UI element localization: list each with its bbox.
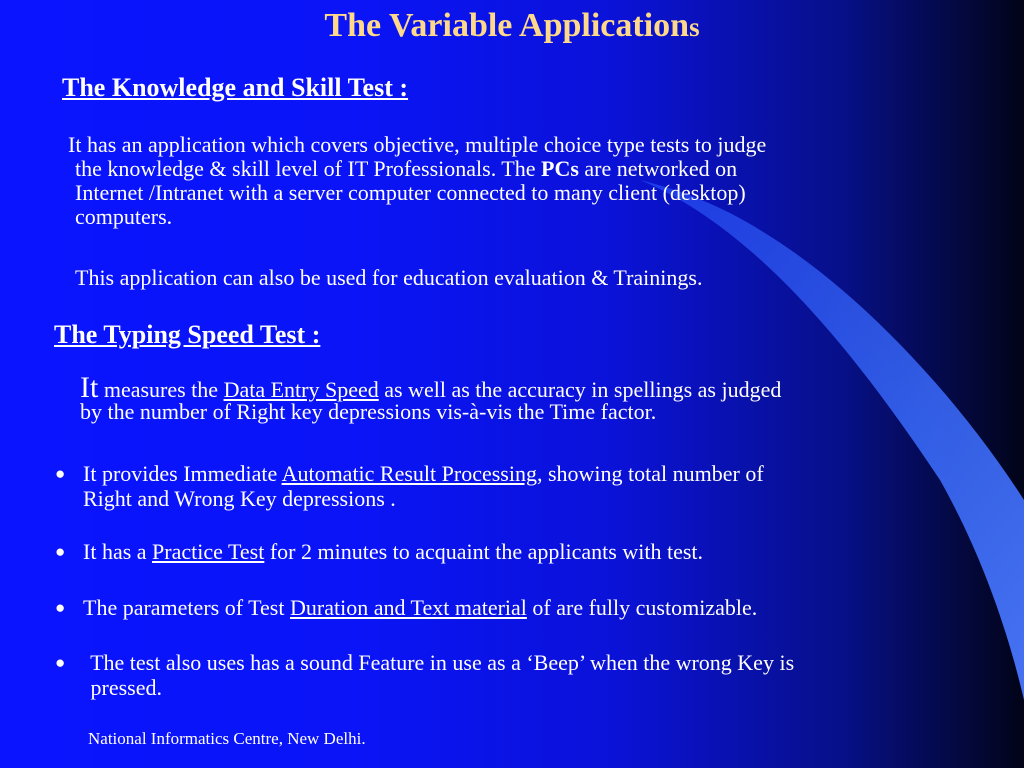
bullet4-line1: The test also uses has a sound Feature in use as a ‘Beep’ when the wrong Key is [85, 650, 795, 675]
typing-speed-paragraph [80, 371, 1010, 424]
education-paragraph: This application can also be used for education evaluation & Trainings. [75, 265, 703, 290]
bullet3-post: of are fully customizable. [526, 595, 758, 620]
bullet-dot-icon: ● [55, 653, 66, 672]
footer-text: National Informatics Centre, New Delhi. [88, 729, 366, 748]
pcs-bold-text: PCs [541, 156, 579, 181]
bullet1-pre: It provides Immediate [83, 461, 282, 486]
duration-text-material-text: Duration and Text material [289, 595, 527, 620]
automatic-result-processing-text: Automatic Result Processing [281, 461, 537, 486]
bullet-text [85, 650, 794, 700]
knowledge-skill-paragraph [66, 133, 1006, 229]
para1-line2-end: are networked on [578, 156, 738, 181]
bullet-dot-icon: ● [55, 464, 66, 483]
bullet-text [83, 595, 757, 620]
bullet-text [83, 461, 764, 511]
typing-para-text1: measures the [98, 377, 224, 402]
bullet-item-auto-result [55, 461, 1005, 513]
bullet-dot-icon: ● [55, 598, 66, 617]
bullet-item-beep [55, 650, 1015, 702]
bullet-item-practice-test [55, 539, 1005, 567]
slide-title [0, 6, 1024, 47]
para1-line2-start: the knowledge & skill level of IT Professionals. The [75, 156, 541, 181]
bullet-item-parameters [55, 595, 1005, 623]
bullet2-pre: It has a [83, 539, 153, 564]
bullet1-line2: Right and Wrong Key depressions . [83, 486, 396, 511]
bullet2-post: for 2 minutes to acquaint the applicants with test. [264, 539, 704, 564]
knowledge-skill-heading: The Knowledge and Skill Test : [62, 73, 409, 102]
typing-para-line2: by the number of Right key depressions vis-à-vis the Time factor. [80, 399, 657, 424]
para1-line3: Internet /Intranet with a server computer connected to many client (desktop) [75, 180, 746, 205]
typing-para-text2: as well as the accuracy in spellings as judged [378, 377, 782, 402]
para1-line1: It has an application which covers objective, multiple choice type tests to judge [68, 132, 767, 157]
data-entry-speed-text: Data Entry Speed [223, 377, 379, 402]
bullet1-post: , showing total number of [536, 461, 764, 486]
bullet3-pre: The parameters of Test [83, 595, 290, 620]
it-large-word: It [80, 371, 99, 404]
typing-speed-heading: The Typing Speed Test : [54, 320, 321, 349]
bullet-dot-icon: ● [55, 542, 66, 561]
bullet4-line2: pressed. [85, 675, 162, 700]
bullet-text [83, 539, 703, 564]
slide-title-main: The Variable Application [324, 7, 690, 44]
para1-line2 [66, 157, 1006, 181]
slide-title-tail: s [689, 12, 700, 42]
para1-line4: computers. [75, 204, 173, 229]
practice-test-text: Practice Test [152, 539, 265, 564]
